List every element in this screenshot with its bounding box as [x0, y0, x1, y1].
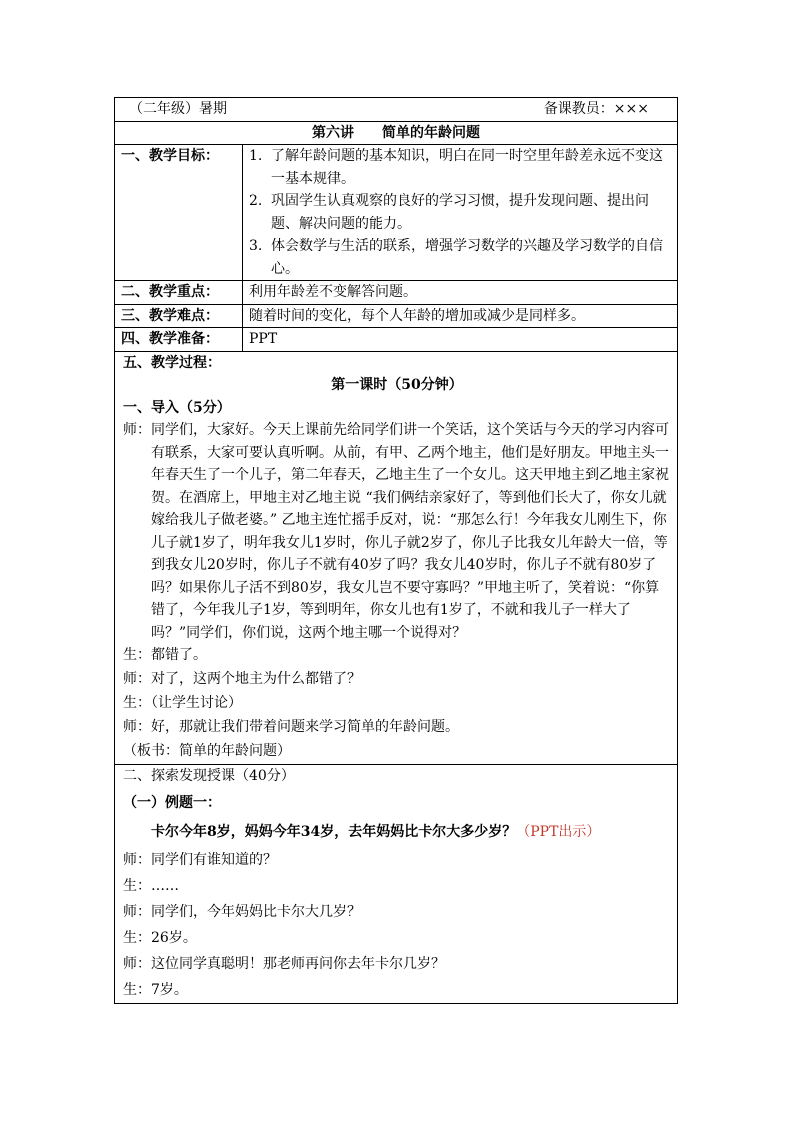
teacher-story: 师：同学们，大家好。今天上课前先给同学们讲一个笑话，这个笑话与今天的学习内容可有联系，大家可要认真听啊。从前，有甲、乙两个地主，他们是好朋友。甲地主头一年春天生了一个儿子，第二年春天，乙地主生了一个女儿。这天甲地主到乙地主家祝贺。在酒席上，甲地主对乙地主说 “我们俩结亲家好了，等到他们长大了，你女儿就嫁给我儿子做老婆。” 乙地主连忙摇手反对，说：“那怎么行！今年我女儿刚生下，你儿子就1岁了，明年我女儿1岁时，你儿子就2岁了，你儿子比我女儿年龄大一倍，等到我女儿20岁时，你儿子不就有40岁了吗？我女儿40岁时，你儿子不就有80岁了吗？如果你儿子活不到80岁，我女儿岂不要守寡吗？”甲地主听了，笑着说：“你算错了，今年我儿子1岁，等到明年，你女儿也有1岁了，不就和我儿子一样大了吗？”同学们，你们说，这两个地主哪一个说得对？ — [123, 422, 669, 641]
difficulty-row — [115, 304, 678, 328]
preparation-label: 四、教学准备： — [115, 328, 243, 352]
intro-heading: 一、导入（5分） — [123, 399, 231, 416]
dialogue-line: 生：…… — [123, 878, 179, 894]
dialogue-line: 师：对了，这两个地主为什么都错了？ — [123, 671, 361, 687]
lesson-number: 第六讲 — [312, 124, 354, 141]
dialogue-line: 师：同学们，今年妈妈比卡尔大几岁？ — [123, 904, 361, 920]
dialogue-line: 生：（让学生讨论） — [123, 695, 242, 711]
key-point-row — [115, 281, 678, 305]
dialogue-line: 师：好，那就让我们带着问题来学习简单的年龄问题。 — [123, 719, 459, 735]
preparation-text: PPT — [243, 328, 678, 352]
explore-row — [115, 765, 678, 1004]
goal-item: 1. 了解年龄问题的基本知识，明白在同一时空里年龄差永远不变这一基本规律。 — [249, 148, 663, 187]
process-label: 五、教学过程： — [123, 354, 221, 371]
session-title: 第一课时（50分钟） — [331, 377, 463, 393]
goals-label: 一、教学目标： — [115, 145, 243, 281]
goals-list — [249, 145, 671, 280]
difficulty-label: 三、教学难点： — [115, 304, 243, 328]
title-row — [115, 121, 678, 145]
example-note: （PPT出示） — [516, 824, 601, 840]
difficulty-text: 随着时间的变化，每个人年龄的增加或减少是同样多。 — [243, 304, 678, 328]
key-point-label: 二、教学重点： — [115, 281, 243, 305]
board-note: （板书：简单的年龄问题） — [123, 743, 291, 759]
goal-item: 2. 巩固学生认真观察的良好的学习习惯，提升发现问题、提出问题、解决问题的能力。 — [249, 193, 649, 232]
key-point-text: 利用年龄差不变解答问题。 — [243, 281, 678, 305]
header-row — [115, 98, 678, 122]
dialogue-line: 生：7岁。 — [123, 982, 188, 998]
grade-term: （二年级）暑期 — [129, 101, 227, 117]
preparation-row — [115, 328, 678, 352]
dialogue-line: 师：同学们有谁知道的？ — [123, 852, 277, 868]
goals-row — [115, 145, 678, 281]
dialogue-line: 师：这位同学真聪明！那老师再问你去年卡尔几岁？ — [123, 956, 445, 972]
example-text: 卡尔今年8岁，妈妈今年34岁，去年妈妈比卡尔大多少岁？ — [151, 824, 517, 840]
lesson-title: 简单的年龄问题 — [382, 124, 480, 141]
example-problem — [123, 817, 671, 847]
teacher-name: 备课教员：××× — [543, 101, 650, 117]
lesson-plan-table — [114, 97, 678, 1004]
goal-item: 3. 体会数学与生活的联系，增强学习数学的兴趣及学习数学的自信心。 — [249, 238, 663, 277]
explore-heading: 二、探索发现授课（40分） — [123, 768, 295, 784]
example-heading: （一）例题一： — [123, 795, 221, 811]
dialogue-line: 生：26岁。 — [123, 930, 197, 946]
process-row — [115, 351, 678, 765]
dialogue-line: 生：都错了。 — [123, 647, 207, 663]
